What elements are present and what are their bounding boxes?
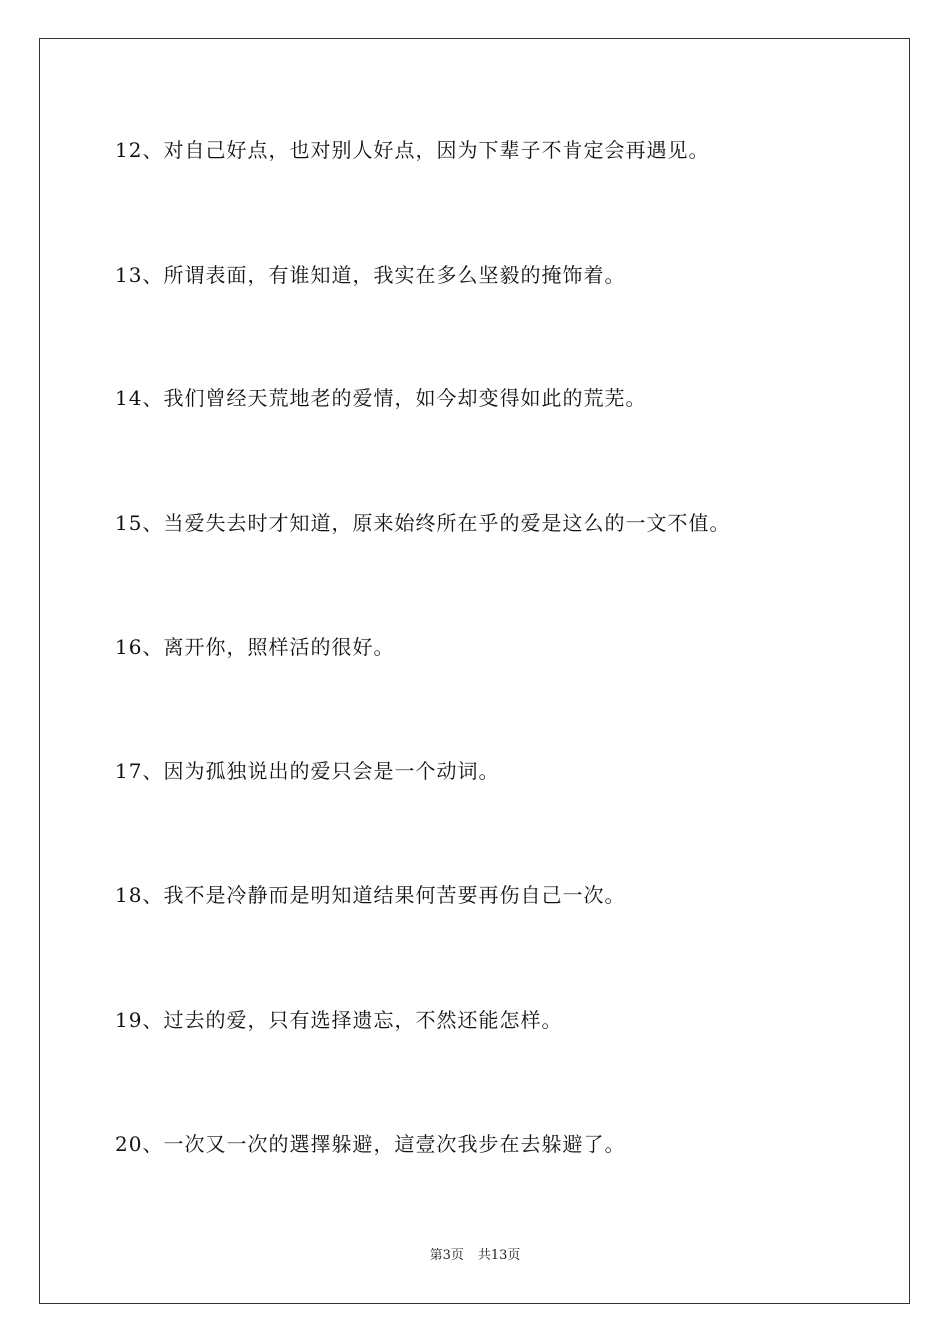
entry-15: 15、当爱失去时才知道，原来始终所在乎的爱是这么的一文不值。 [115, 511, 731, 535]
entry-18: 18、我不是冷静而是明知道结果何苦要再伤自己一次。 [115, 883, 626, 907]
page-total: 共13页 [477, 1248, 521, 1263]
page-number: 第3页 [429, 1248, 464, 1263]
entry-12: 12、对自己好点，也对别人好点，因为下辈子不肯定会再遇见。 [115, 138, 710, 162]
entry-20: 20、一次又一次的選擇躲避，這壹次我步在去躲避了。 [115, 1132, 626, 1156]
entry-19: 19、过去的爱，只有选择遗忘，不然还能怎样。 [115, 1008, 563, 1032]
page-footer [0, 1247, 950, 1265]
entry-17: 17、因为孤独说出的爱只会是一个动词。 [115, 759, 500, 783]
entry-16: 16、离开你，照样活的很好。 [115, 635, 395, 659]
entry-14: 14、我们曾经天荒地老的爱情，如今却变得如此的荒芜。 [115, 386, 647, 410]
page-border [39, 38, 910, 1304]
entry-13: 13、所谓表面，有谁知道，我实在多么坚毅的掩饰着。 [115, 263, 626, 287]
